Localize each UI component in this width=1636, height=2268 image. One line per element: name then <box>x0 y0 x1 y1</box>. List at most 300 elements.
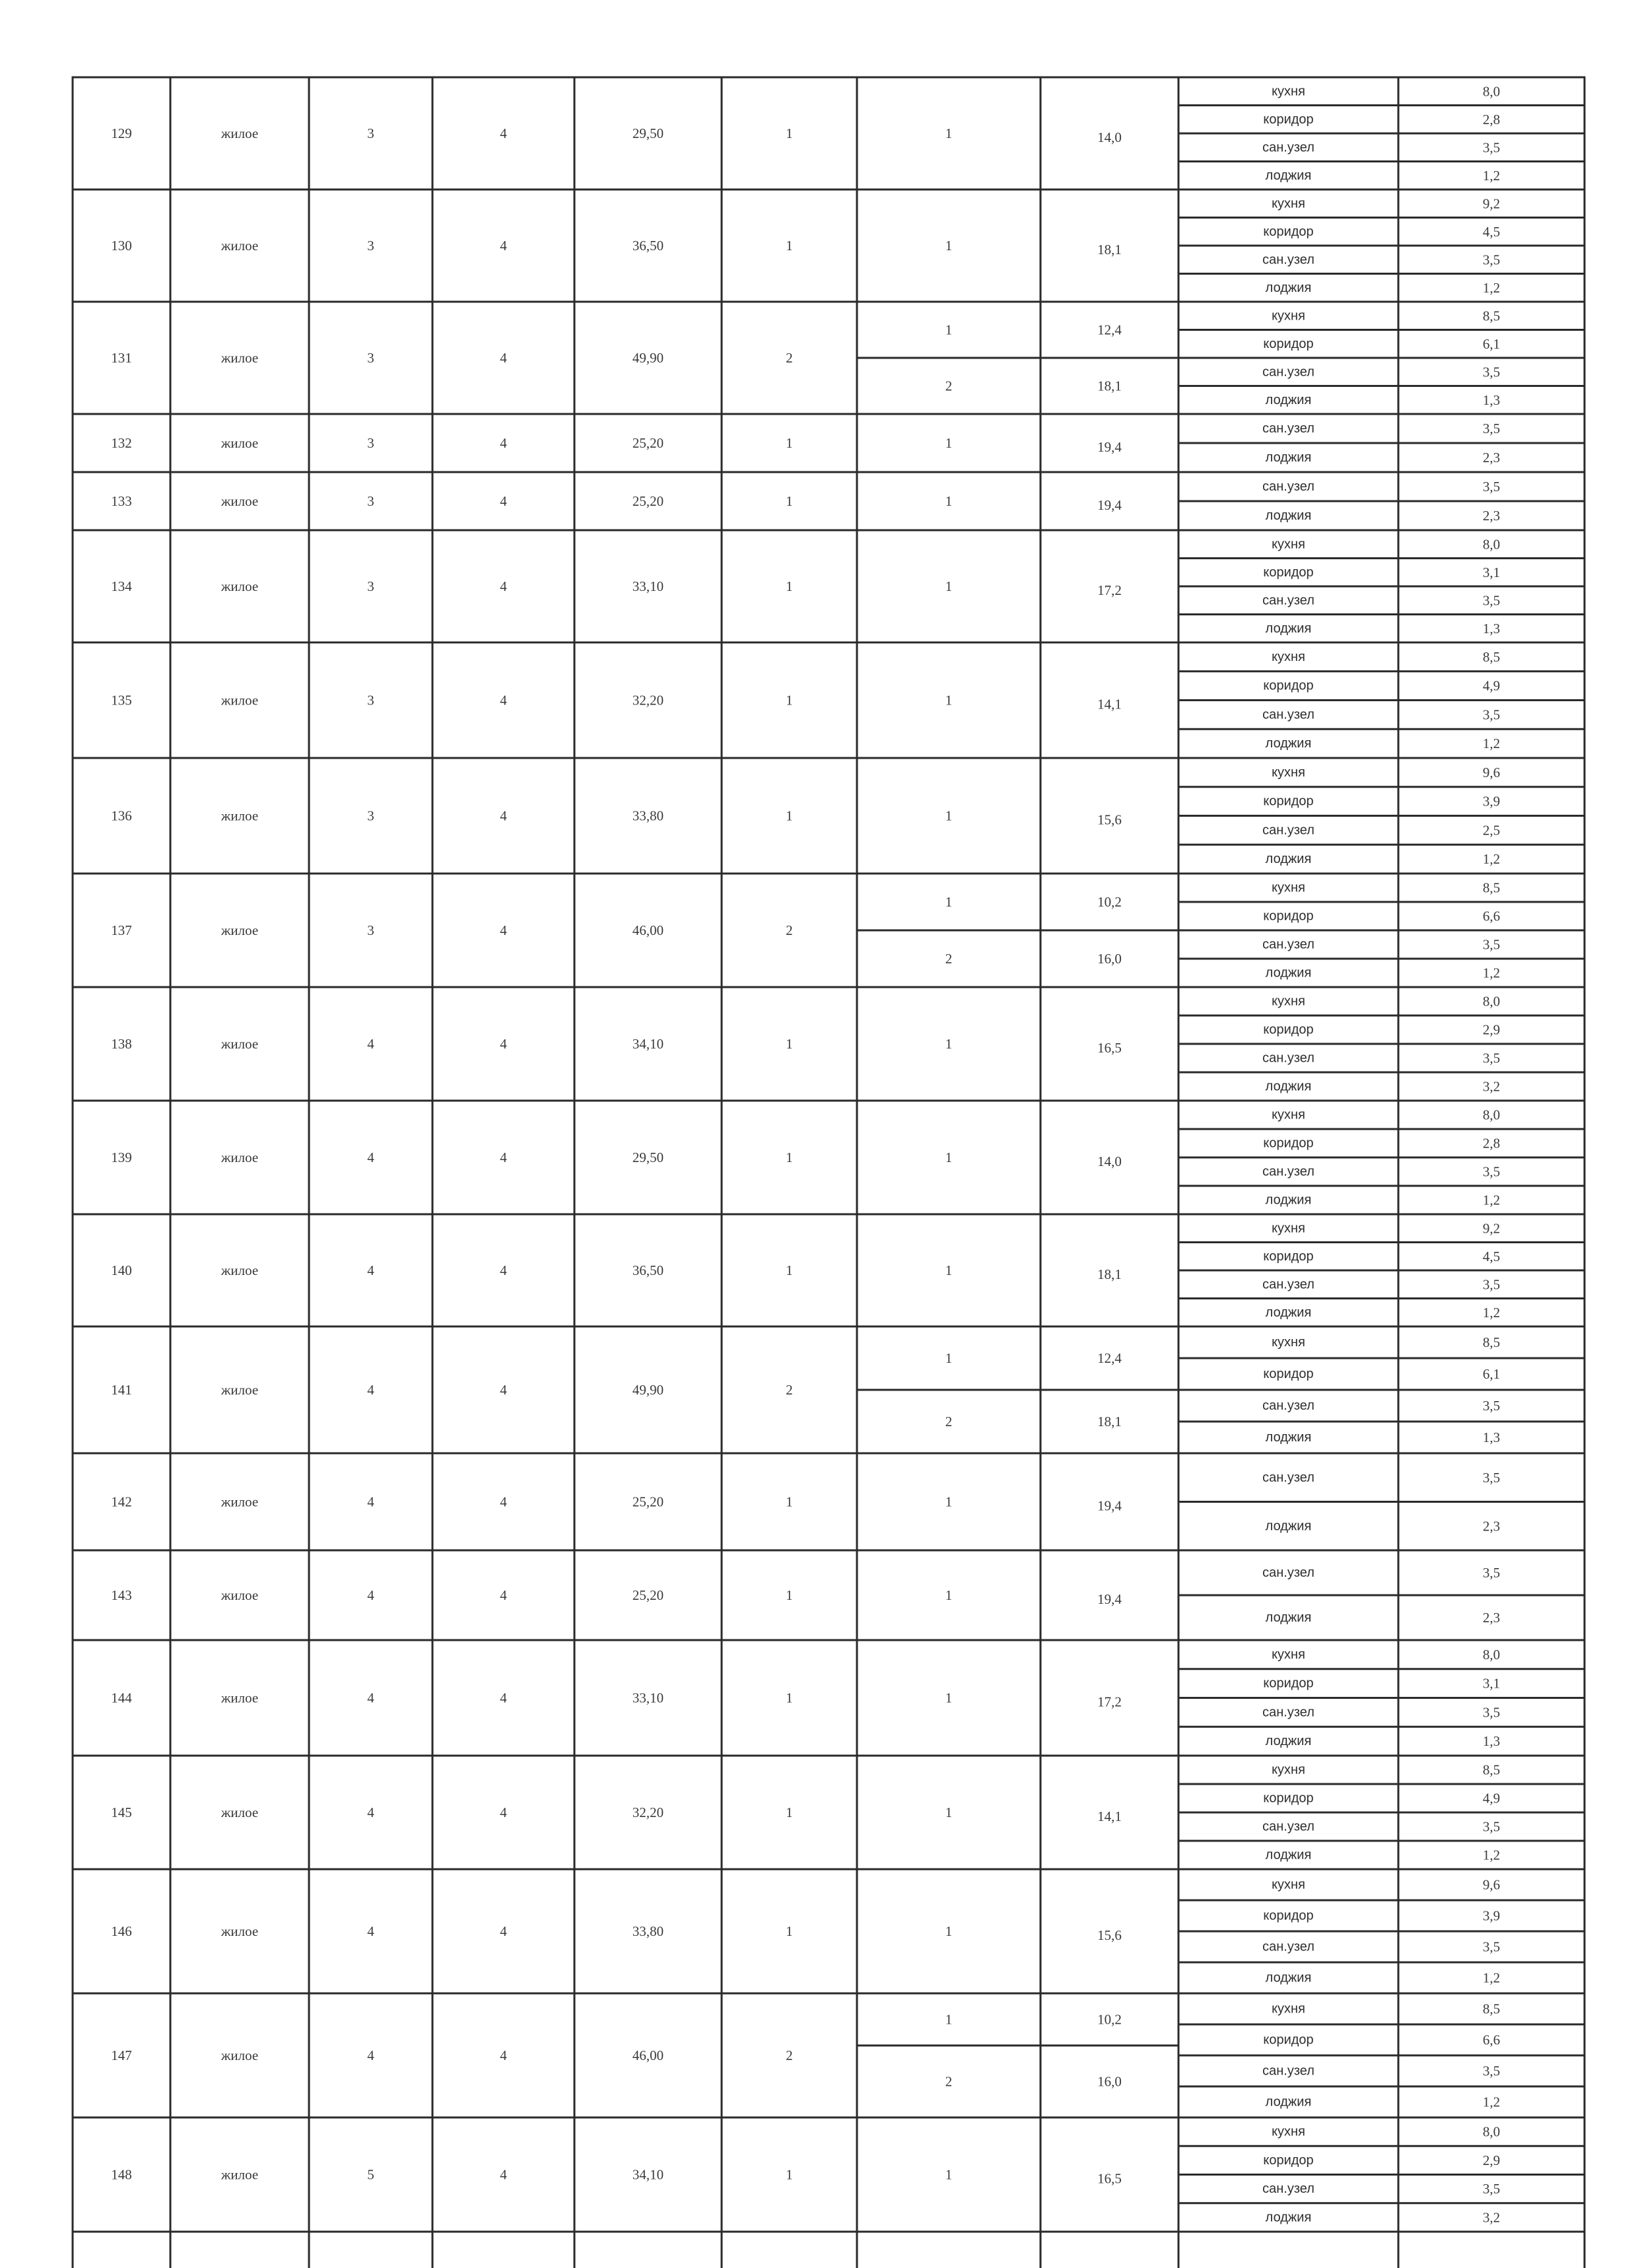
aux-room-area: 2,9 <box>1482 1021 1501 1038</box>
total-area: 29,50 <box>632 125 664 141</box>
apartment-number: 133 <box>111 493 132 509</box>
aux-room-name: сан.узел <box>1262 1705 1314 1720</box>
aux-room-name: сан.узел <box>1262 421 1314 436</box>
aux-room-name: лоджия <box>1265 1192 1312 1208</box>
floor-number: 4 <box>500 808 507 824</box>
aux-room-name: лоджия <box>1265 1519 1312 1534</box>
aux-room-area: 3,2 <box>1482 2209 1501 2226</box>
apartment-type: жилое <box>221 238 259 254</box>
aux-room-name: кухня <box>1272 1762 1305 1777</box>
aux-room-area: 2,8 <box>1482 1135 1501 1151</box>
living-room-number: 1 <box>945 894 953 910</box>
aux-room-area: 9,2 <box>1482 1220 1501 1237</box>
total-area: 46,00 <box>632 922 664 938</box>
aux-room-name: коридор <box>1263 1908 1314 1923</box>
aux-room-name: сан.узел <box>1262 1565 1314 1580</box>
aux-room-area: 8,0 <box>1482 83 1501 100</box>
section-number: 4 <box>367 1494 374 1510</box>
rooms-count: 1 <box>786 1690 793 1706</box>
aux-room-area: 4,5 <box>1482 1248 1501 1264</box>
aux-room-area: 1,2 <box>1482 279 1501 296</box>
aux-room-name: коридор <box>1263 565 1314 580</box>
rooms-count: 1 <box>786 1036 793 1052</box>
aux-room-area: 6,6 <box>1482 2032 1501 2048</box>
apartment-type: жилое <box>221 1494 259 1510</box>
living-room-area: 15,6 <box>1097 811 1122 828</box>
floor-number: 4 <box>500 350 507 366</box>
aux-room-name: кухня <box>1272 308 1305 324</box>
rooms-count: 2 <box>786 922 793 938</box>
living-room-area: 14,0 <box>1097 129 1122 145</box>
aux-room-area: 9,6 <box>1482 1876 1501 1893</box>
aux-room-area: 3,5 <box>1482 1276 1501 1293</box>
living-room-number: 2 <box>945 1414 953 1429</box>
aux-room-area: 3,5 <box>1482 706 1501 723</box>
living-room-number: 1 <box>945 578 953 594</box>
section-number: 4 <box>367 1262 374 1278</box>
section-number: 3 <box>367 578 374 594</box>
aux-room-area: 3,5 <box>1482 2063 1501 2079</box>
aux-room-area: 4,5 <box>1482 223 1501 240</box>
aux-room-area: 6,1 <box>1482 335 1501 352</box>
aux-room-area: 1,2 <box>1482 851 1501 868</box>
aux-room-area: 3,5 <box>1482 479 1501 495</box>
apartment-type: жилое <box>221 1587 259 1603</box>
apartment-type: жилое <box>221 1923 259 1939</box>
apartment-number: 143 <box>111 1587 132 1603</box>
floor-number: 4 <box>500 922 507 938</box>
section-number: 3 <box>367 493 374 509</box>
rooms-count: 1 <box>786 578 793 594</box>
section-number: 3 <box>367 922 374 938</box>
living-room-number: 1 <box>945 1923 953 1939</box>
aux-room-area: 1,2 <box>1482 2094 1501 2110</box>
total-area: 33,80 <box>632 1923 664 1939</box>
floor-number: 4 <box>500 1150 507 1165</box>
living-room-area: 16,5 <box>1097 1040 1122 1056</box>
rooms-count: 1 <box>786 1150 793 1165</box>
apartment-number: 138 <box>111 1036 132 1052</box>
rooms-count: 2 <box>786 1382 793 1398</box>
rooms-count: 2 <box>786 350 793 366</box>
aux-room-name: кухня <box>1272 2001 1305 2016</box>
aux-room-area: 2,9 <box>1482 2152 1501 2168</box>
rooms-count: 1 <box>786 1587 793 1603</box>
section-number: 3 <box>367 435 374 451</box>
aux-room-area: 1,3 <box>1482 1429 1501 1445</box>
total-area: 32,20 <box>632 1804 664 1820</box>
total-area: 34,10 <box>632 1036 664 1052</box>
living-room-area: 14,0 <box>1097 1153 1122 1169</box>
apartment-type: жилое <box>221 1804 259 1820</box>
aux-room-area: 3,2 <box>1482 1078 1501 1095</box>
living-room-area: 12,4 <box>1097 322 1122 338</box>
living-room-area: 16,0 <box>1097 951 1122 967</box>
aux-room-area: 3,5 <box>1482 1469 1501 1486</box>
aux-room-area: 1,2 <box>1482 736 1501 752</box>
aux-room-area: 3,9 <box>1482 793 1501 809</box>
apartment-number: 139 <box>111 1150 132 1165</box>
living-room-area: 18,1 <box>1097 1266 1122 1282</box>
section-number: 3 <box>367 125 374 141</box>
aux-room-name: сан.узел <box>1262 1050 1314 1066</box>
aux-room-name: сан.узел <box>1262 252 1314 267</box>
living-room-number: 1 <box>945 692 953 708</box>
aux-room-name: коридор <box>1263 1676 1314 1691</box>
aux-room-area: 8,5 <box>1482 1334 1501 1350</box>
aux-room-name: коридор <box>1263 678 1314 693</box>
aux-room-area: 4,9 <box>1482 1790 1501 1806</box>
aux-room-area: 1,2 <box>1482 167 1501 184</box>
aux-room-name: лоджия <box>1265 1847 1312 1863</box>
apartment-number: 144 <box>111 1690 132 1706</box>
aux-room-name: кухня <box>1272 196 1305 211</box>
aux-room-area: 6,6 <box>1482 908 1501 924</box>
floor-number: 4 <box>500 1494 507 1510</box>
apartment-number: 141 <box>111 1382 132 1398</box>
aux-room-name: коридор <box>1263 224 1314 239</box>
total-area: 25,20 <box>632 1587 664 1603</box>
section-number: 4 <box>367 1804 374 1820</box>
aux-room-name: кухня <box>1272 765 1305 780</box>
aux-room-area: 8,0 <box>1482 1107 1501 1123</box>
aux-room-area: 6,1 <box>1482 1366 1501 1382</box>
aux-room-name: сан.узел <box>1262 479 1314 494</box>
section-number: 4 <box>367 1923 374 1939</box>
total-area: 46,00 <box>632 2047 664 2063</box>
total-area: 49,90 <box>632 1382 664 1398</box>
rooms-count: 1 <box>786 1494 793 1510</box>
living-room-number: 1 <box>945 1804 953 1820</box>
living-room-number: 1 <box>945 1494 953 1510</box>
aux-room-name: лоджия <box>1265 450 1312 465</box>
aux-room-area: 3,1 <box>1482 1675 1501 1692</box>
aux-room-area: 2,3 <box>1482 508 1501 524</box>
living-room-area: 17,2 <box>1097 582 1122 598</box>
floor-number: 4 <box>500 1382 507 1398</box>
aux-room-name: сан.узел <box>1262 140 1314 155</box>
living-room-number: 2 <box>945 378 953 394</box>
aux-room-area: 3,5 <box>1482 1818 1501 1835</box>
aux-room-area: 8,5 <box>1482 2001 1501 2017</box>
aux-room-area: 2,3 <box>1482 1610 1501 1626</box>
living-room-number: 1 <box>945 1262 953 1278</box>
aux-room-area: 8,5 <box>1482 879 1501 896</box>
aux-room-name: лоджия <box>1265 621 1312 636</box>
apartment-number: 147 <box>111 2047 132 2063</box>
section-number: 4 <box>367 1382 374 1398</box>
apartment-type: жилое <box>221 578 259 594</box>
aux-room-area: 3,1 <box>1482 564 1501 580</box>
floor-number: 4 <box>500 1262 507 1278</box>
apartment-number: 148 <box>111 2166 132 2183</box>
apartment-type: жилое <box>221 2047 259 2063</box>
rooms-count: 1 <box>786 692 793 708</box>
aux-room-name: коридор <box>1263 336 1314 351</box>
section-number: 4 <box>367 1150 374 1165</box>
aux-room-name: лоджия <box>1265 1734 1312 1749</box>
table-cells <box>111 83 1500 2225</box>
aux-room-area: 3,5 <box>1482 364 1501 380</box>
apartment-number: 132 <box>111 435 132 451</box>
aux-room-area: 3,5 <box>1482 936 1501 953</box>
aux-room-area: 3,5 <box>1482 421 1501 436</box>
aux-room-area: 8,0 <box>1482 993 1501 1010</box>
apartment-type: жилое <box>221 1382 259 1398</box>
apartment-number: 142 <box>111 1494 132 1510</box>
aux-room-name: лоджия <box>1265 280 1312 295</box>
aux-room-name: кухня <box>1272 1877 1305 1892</box>
aux-room-name: коридор <box>1263 909 1314 924</box>
aux-room-area: 1,2 <box>1482 965 1501 981</box>
aux-room-name: сан.узел <box>1262 1398 1314 1413</box>
apartment-type: жилое <box>221 922 259 938</box>
aux-room-name: лоджия <box>1265 1305 1312 1320</box>
aux-room-area: 9,6 <box>1482 764 1501 780</box>
apartment-type: жилое <box>221 1036 259 1052</box>
aux-room-name: лоджия <box>1265 508 1312 523</box>
aux-room-area: 1,3 <box>1482 620 1501 636</box>
aux-room-name: кухня <box>1272 1107 1305 1122</box>
total-area: 33,10 <box>632 578 664 594</box>
aux-room-area: 8,5 <box>1482 648 1501 665</box>
rooms-count: 1 <box>786 1804 793 1820</box>
apartment-type: жилое <box>221 1690 259 1706</box>
living-room-area: 18,1 <box>1097 242 1122 258</box>
floor-number: 4 <box>500 238 507 254</box>
aux-room-area: 3,5 <box>1482 592 1501 609</box>
apartment-type: жилое <box>221 350 259 366</box>
rooms-count: 1 <box>786 1262 793 1278</box>
section-number: 3 <box>367 350 374 366</box>
living-room-area: 17,2 <box>1097 1694 1122 1710</box>
section-number: 3 <box>367 692 374 708</box>
aux-room-name: лоджия <box>1265 392 1312 407</box>
living-room-area: 19,4 <box>1097 497 1122 513</box>
floor-number: 4 <box>500 578 507 594</box>
aux-room-name: кухня <box>1272 537 1305 552</box>
aux-room-name: кухня <box>1272 1221 1305 1236</box>
aux-room-area: 1,3 <box>1482 1733 1501 1750</box>
living-room-number: 1 <box>945 1036 953 1052</box>
aux-room-name: сан.узел <box>1262 1277 1314 1292</box>
living-room-area: 19,4 <box>1097 1497 1122 1514</box>
aux-room-name: лоджия <box>1265 1430 1312 1445</box>
apartment-number: 137 <box>111 922 132 938</box>
aux-room-area: 1,2 <box>1482 1192 1501 1208</box>
aux-room-name: сан.узел <box>1262 823 1314 838</box>
apartment-number: 146 <box>111 1923 132 1939</box>
floor-number: 4 <box>500 125 507 141</box>
floor-number: 4 <box>500 493 507 509</box>
aux-room-name: сан.узел <box>1262 2063 1314 2079</box>
floor-number: 4 <box>500 1804 507 1820</box>
aux-room-name: сан.узел <box>1262 707 1314 722</box>
total-area: 36,50 <box>632 1262 664 1278</box>
rooms-count: 1 <box>786 2166 793 2183</box>
living-room-area: 10,2 <box>1097 894 1122 910</box>
aux-room-area: 3,5 <box>1482 1398 1501 1414</box>
aux-room-area: 3,5 <box>1482 1050 1501 1066</box>
living-room-area: 12,4 <box>1097 1350 1122 1366</box>
apartment-number: 131 <box>111 350 132 366</box>
rooms-count: 1 <box>786 493 793 509</box>
aux-room-name: коридор <box>1263 1136 1314 1151</box>
living-room-area: 19,4 <box>1097 1591 1122 1607</box>
living-room-number: 1 <box>945 2011 953 2028</box>
table-grid <box>73 77 1585 2268</box>
aux-room-area: 3,5 <box>1482 139 1501 156</box>
aux-room-name: коридор <box>1263 112 1314 127</box>
apartment-number: 130 <box>111 238 132 254</box>
aux-room-area: 2,8 <box>1482 111 1501 127</box>
floor-number: 4 <box>500 2166 507 2183</box>
floor-number: 4 <box>500 2047 507 2063</box>
aux-room-name: сан.узел <box>1262 1164 1314 1179</box>
total-area: 34,10 <box>632 2166 664 2183</box>
aux-room-name: кухня <box>1272 1647 1305 1662</box>
aux-room-area: 2,5 <box>1482 822 1501 839</box>
apartment-type: жилое <box>221 1150 259 1165</box>
section-number: 5 <box>367 2166 374 2183</box>
aux-room-name: сан.узел <box>1262 2182 1314 2197</box>
living-room-number: 2 <box>945 2073 953 2090</box>
aux-room-area: 8,0 <box>1482 536 1501 553</box>
aux-room-name: коридор <box>1263 2152 1314 2168</box>
aux-room-area: 1,2 <box>1482 1304 1501 1321</box>
apartment-number: 136 <box>111 808 132 824</box>
total-area: 49,90 <box>632 350 664 366</box>
apartment-type: жилое <box>221 493 259 509</box>
total-area: 25,20 <box>632 493 664 509</box>
section-number: 4 <box>367 2047 374 2063</box>
aux-room-area: 3,5 <box>1482 1704 1501 1721</box>
aux-room-area: 3,5 <box>1482 1163 1501 1180</box>
aux-room-area: 8,0 <box>1482 2123 1501 2140</box>
aux-room-name: сан.узел <box>1262 364 1314 380</box>
living-room-number: 1 <box>945 435 953 451</box>
rooms-count: 1 <box>786 125 793 141</box>
aux-room-name: кухня <box>1272 2124 1305 2139</box>
aux-room-name: коридор <box>1263 794 1314 809</box>
floor-number: 4 <box>500 1690 507 1706</box>
floor-number: 4 <box>500 1923 507 1939</box>
aux-room-name: лоджия <box>1265 1970 1312 1985</box>
living-room-number: 1 <box>945 238 953 254</box>
aux-room-area: 8,5 <box>1482 308 1501 324</box>
living-room-area: 18,1 <box>1097 378 1122 394</box>
rooms-count: 2 <box>786 2047 793 2063</box>
aux-room-name: лоджия <box>1265 1079 1312 1094</box>
aux-room-area: 4,9 <box>1482 677 1501 694</box>
aux-room-area: 3,5 <box>1482 1565 1501 1581</box>
aux-room-name: коридор <box>1263 2032 1314 2047</box>
living-room-number: 1 <box>945 1587 953 1603</box>
total-area: 33,80 <box>632 808 664 824</box>
living-room-area: 19,4 <box>1097 439 1122 455</box>
aux-room-area: 9,2 <box>1482 195 1501 212</box>
aux-room-area: 1,2 <box>1482 1847 1501 1863</box>
living-room-number: 2 <box>945 951 953 967</box>
section-number: 4 <box>367 1690 374 1706</box>
aux-room-name: лоджия <box>1265 168 1312 183</box>
section-number: 4 <box>367 1587 374 1603</box>
aux-room-name: лоджия <box>1265 965 1312 980</box>
aux-room-name: сан.узел <box>1262 937 1314 952</box>
floor-number: 4 <box>500 435 507 451</box>
apartment-type: жилое <box>221 2166 259 2183</box>
section-number: 3 <box>367 238 374 254</box>
apartment-number: 129 <box>111 125 132 141</box>
living-room-area: 18,1 <box>1097 1414 1122 1429</box>
section-number: 4 <box>367 1036 374 1052</box>
aux-room-area: 1,3 <box>1482 392 1501 408</box>
aux-room-name: сан.узел <box>1262 1939 1314 1954</box>
total-area: 29,50 <box>632 1150 664 1165</box>
aux-room-area: 8,5 <box>1482 1762 1501 1778</box>
aux-room-area: 3,5 <box>1482 252 1501 268</box>
apartment-number: 134 <box>111 578 132 594</box>
aux-room-area: 3,5 <box>1482 1939 1501 1955</box>
aux-room-name: кухня <box>1272 1335 1305 1350</box>
total-area: 33,10 <box>632 1690 664 1706</box>
living-room-area: 16,0 <box>1097 2073 1122 2090</box>
aux-room-name: сан.узел <box>1262 1819 1314 1834</box>
living-room-number: 1 <box>945 322 953 338</box>
living-room-area: 16,5 <box>1097 2170 1122 2187</box>
aux-room-name: лоджия <box>1265 736 1312 751</box>
aux-room-name: лоджия <box>1265 2094 1312 2110</box>
aux-room-name: лоджия <box>1265 2210 1312 2225</box>
total-area: 25,20 <box>632 435 664 451</box>
aux-room-area: 8,0 <box>1482 1646 1501 1663</box>
aux-room-name: кухня <box>1272 649 1305 664</box>
section-number: 3 <box>367 808 374 824</box>
aux-room-name: лоджия <box>1265 852 1312 867</box>
living-room-area: 15,6 <box>1097 1927 1122 1943</box>
living-room-number: 1 <box>945 493 953 509</box>
aux-room-name: сан.узел <box>1262 1470 1314 1485</box>
aux-room-name: кухня <box>1272 84 1305 99</box>
rooms-count: 1 <box>786 435 793 451</box>
aux-room-area: 2,3 <box>1482 450 1501 465</box>
living-room-number: 1 <box>945 1690 953 1706</box>
apartment-number: 140 <box>111 1262 132 1278</box>
aux-room-name: коридор <box>1263 1791 1314 1806</box>
aux-room-name: кухня <box>1272 880 1305 895</box>
aux-room-name: коридор <box>1263 1249 1314 1264</box>
aux-room-name: коридор <box>1263 1022 1314 1037</box>
floor-number: 4 <box>500 1587 507 1603</box>
living-room-number: 1 <box>945 125 953 141</box>
apartment-type: жилое <box>221 125 259 141</box>
total-area: 32,20 <box>632 692 664 708</box>
aux-room-area: 3,5 <box>1482 2181 1501 2197</box>
aux-room-name: кухня <box>1272 994 1305 1009</box>
floor-number: 4 <box>500 692 507 708</box>
apartment-number: 135 <box>111 692 132 708</box>
total-area: 36,50 <box>632 238 664 254</box>
apartment-type: жилое <box>221 1262 259 1278</box>
living-room-number: 1 <box>945 1150 953 1165</box>
apartment-type: жилое <box>221 808 259 824</box>
rooms-count: 1 <box>786 1923 793 1939</box>
living-room-number: 1 <box>945 2166 953 2183</box>
living-room-number: 1 <box>945 1350 953 1366</box>
apartment-type: жилое <box>221 435 259 451</box>
aux-room-area: 3,9 <box>1482 1907 1501 1924</box>
aux-room-name: сан.узел <box>1262 593 1314 608</box>
